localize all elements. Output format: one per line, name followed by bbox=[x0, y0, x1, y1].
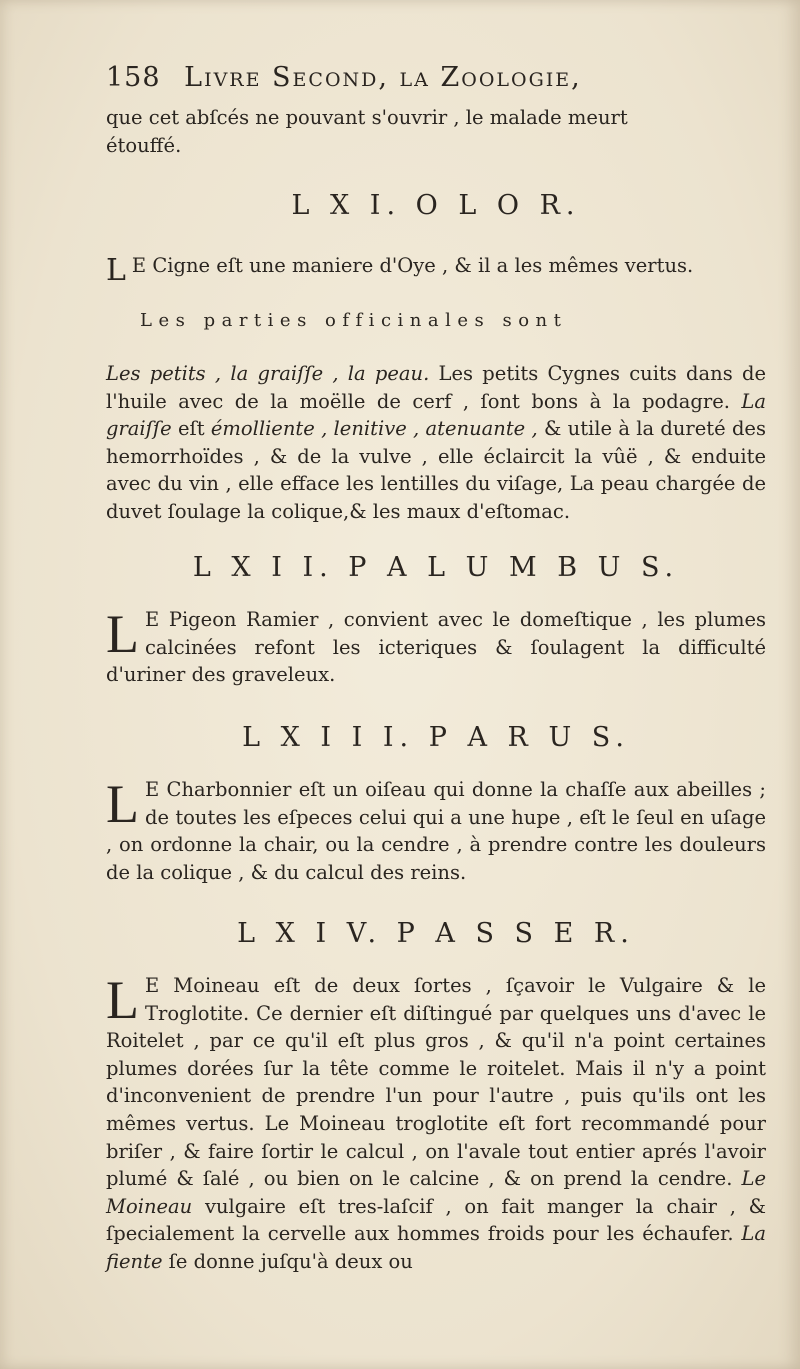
intro-line-2: étouffé. bbox=[106, 133, 182, 157]
olor-intro-text: E Cigne eſt une maniere d'Oye , & il a les mêmes vertus. bbox=[131, 254, 694, 277]
olor-italic-2: La graiſſe bbox=[106, 389, 766, 441]
intro-paragraph bbox=[106, 104, 766, 159]
olor-italic-3: émolliente , lenitive , atenuante , bbox=[210, 417, 538, 441]
olor-body-3: & utile à la dureté des hemorrhoïdes , & de la vulve , elle éclaircit la vûë , & enduite avec du vin , elle efface les lentilles du viſage, La peau chargée de duvet ſoulage la colique,& les maux d'eſtomac. bbox=[106, 417, 766, 523]
section-heading-palumbus: L X I I. P A L U M B U S. bbox=[192, 552, 680, 583]
passer-italic-c: La fiente bbox=[106, 1222, 766, 1273]
passer-text-b: vulgaire eſt tres-laſcif , on fait manger la chair , & ſpecialement la cervelle aux hommes froids pour les échaufer. bbox=[106, 1194, 766, 1246]
olor-body bbox=[106, 360, 766, 526]
olor-intro bbox=[106, 252, 766, 286]
dropcap-palumbus: L bbox=[106, 604, 139, 664]
officinal-parts-heading: Les parties officinales sont bbox=[140, 310, 568, 331]
parus-paragraph bbox=[106, 776, 766, 886]
palumbus-paragraph bbox=[106, 606, 766, 689]
section-heading-parus: L X I I I. P A R U S. bbox=[242, 722, 630, 753]
parus-text: E Charbonnier eſt un oiſeau qui donne la chaſſe aux abeilles ; de toutes les eſpeces celui qui a une hupe , eſt le ſeul en uſage , on ordonne la chair, ou la cendre , à prendre contre les douleurs de la colique , & du calcul des reins. bbox=[106, 778, 766, 884]
section-heading-olor: L X I. O L O R. bbox=[291, 190, 581, 221]
olor-body-1: Les petits Cygnes cuits dans de l'huile avec de la moëlle de cerf , ſont bons à la podagre. bbox=[106, 362, 766, 413]
passer-paragraph bbox=[106, 972, 766, 1276]
olor-body-2: eſt bbox=[171, 417, 211, 441]
page-number: 158 bbox=[106, 62, 161, 93]
olor-italic-1: Les petits , la graiſſe , la peau. bbox=[106, 362, 430, 385]
palumbus-text: E Pigeon Ramier , convient avec le domeſtique , les plumes calcinées refont les icteriques & ſoulagent la difficulté d'uriner des graveleux. bbox=[106, 608, 766, 687]
passer-italic-a: Le Moineau bbox=[106, 1167, 766, 1218]
intro-line-1: que cet abſcés ne pouvant s'ouvrir , le malade meurt bbox=[106, 106, 628, 129]
dropcap-olor: L bbox=[106, 253, 126, 288]
section-heading-passer: L X I V. P A S S E R. bbox=[237, 918, 635, 949]
passer-text-c: ſe donne juſqu'à deux ou bbox=[162, 1249, 413, 1273]
running-head bbox=[106, 62, 766, 93]
running-title: Livre Second, la Zoologie, bbox=[184, 62, 582, 93]
passer-text: E Moineau eſt de deux ſortes , ſçavoir le Vulgaire & le Troglotite. Ce dernier eſt diſtingué par quelques uns d'avec le Roitelet , par ce qu'il eſt plus gros , & qu'il n'a point certaines plumes dorées ſur la tête comme le roitelet. Mais il n'y a point d'inconvenient de prendre l'un pour l'autre , puis qu'ils ont les mêmes vertus. Le Moineau troglotite eſt fort recommandé pour briſer , & faire ſortir le calcul , on l'avale tout entier aprés l'avoir plumé & ſalé , ou bien on le calcine , & on prend la cendre. bbox=[106, 974, 766, 1191]
dropcap-parus: L bbox=[106, 774, 139, 834]
dropcap-passer: L bbox=[106, 970, 139, 1030]
